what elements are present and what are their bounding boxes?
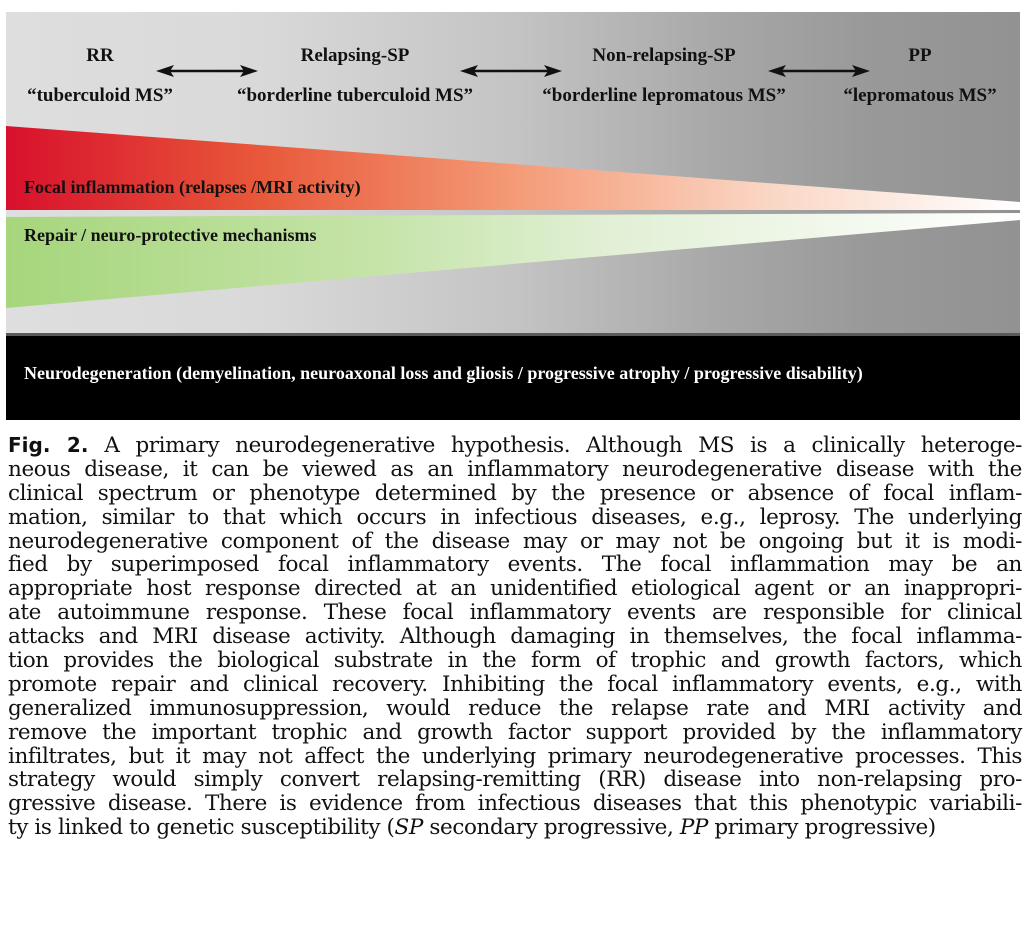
- caption-line: ate autoimmune response. These focal inflammatory events are responsible for clinical: [8, 600, 1022, 626]
- caption-line: mation, similar to that which occurs in infectious diseases, e.g., leprosy. The underlying: [8, 504, 1022, 530]
- caption-line: Fig. 2. A primary neurodegenerative hypothesis. Although MS is a clinically heteroge-: [8, 433, 1023, 458]
- caption-line: fied by superimposed focal inflammatory events. The focal inflammation may be an: [8, 552, 1022, 578]
- stage-alias: “lepromatous MS”: [843, 85, 997, 106]
- stage-non-relapsing-sp: [528, 44, 800, 108]
- figure-label: Fig. 2.: [8, 433, 89, 457]
- caption-line: remove the important trophic and growth factor support provided by the inflammatory: [8, 719, 1022, 745]
- figure-caption: [8, 434, 1022, 840]
- caption-line: clinical spectrum or phenotype determined by the presence or absence of focal inflam-: [8, 480, 1022, 506]
- caption-line: ty is linked to genetic susceptibility (SP secondary progressive, PP primary progressive): [8, 815, 936, 841]
- caption-line: generalized immunosuppression, would reduce the relapse rate and MRI activity and: [8, 695, 1022, 721]
- double-arrow-icon: [460, 64, 562, 78]
- caption-line: neurodegenerative component of the disease may or may not be ongoing but it is modi-: [8, 528, 1022, 554]
- stage-alias: “borderline tuberculoid MS”: [236, 85, 474, 106]
- caption-line: promote repair and clinical recovery. Inhibiting the focal inflammatory events, e.g., with: [8, 671, 1022, 697]
- neurodegeneration-band: [6, 333, 1020, 420]
- abbr-sp: SP: [394, 815, 423, 841]
- repair-label: Repair / neuro-protective mechanisms: [24, 225, 317, 245]
- stage-name: RR: [86, 45, 114, 66]
- inflammation-label: Focal inflammation (relapses /MRI activity): [24, 177, 361, 197]
- caption-line: neous disease, it can be viewed as an inflammatory neurodegenerative disease with the: [8, 456, 1022, 482]
- stage-name: PP: [908, 45, 932, 66]
- caption-line: strategy would simply convert relapsing-remitting (RR) disease into non-relapsing pro-: [8, 767, 1022, 793]
- caption-line: infiltrates, but it may not affect the underlying primary neurodegenerative processes. This: [8, 743, 1022, 769]
- figure-panel: [6, 12, 1020, 420]
- neurodegeneration-label: Neurodegeneration (demyelination, neuroaxonal loss and gliosis / progressive atrophy / progressive disability): [24, 363, 863, 383]
- stage-name: Non-relapsing-SP: [592, 45, 736, 66]
- caption-line: attacks and MRI disease activity. Although damaging in themselves, the focal inflamma-: [8, 624, 1022, 650]
- caption-line: gressive disease. There is evidence from infectious diseases that this phenotypic variabili-: [8, 791, 1022, 817]
- double-arrow-icon: [768, 64, 870, 78]
- double-arrow-icon: [156, 64, 258, 78]
- abbr-pp: PP: [679, 815, 708, 841]
- caption-line: tion provides the biological substrate in the form of trophic and growth factors, which: [8, 648, 1022, 674]
- stage-alias: “borderline lepromatous MS”: [542, 85, 786, 106]
- caption-line: appropriate host response directed at an unidentified etiological agent or an inappropri-: [8, 576, 1022, 602]
- stage-name: Relapsing-SP: [300, 45, 410, 66]
- stage-alias: “tuberculoid MS”: [27, 85, 173, 106]
- stage-relapsing-sp: [220, 44, 490, 108]
